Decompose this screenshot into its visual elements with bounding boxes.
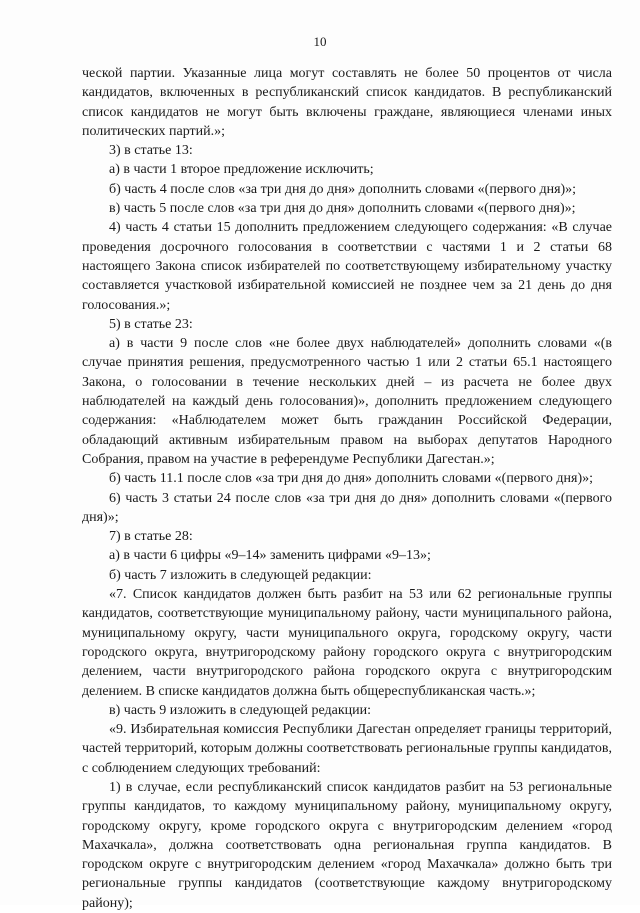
paragraph: 7) в статье 28:: [109, 529, 193, 545]
paragraph: 1) в случае, если республиканский список кандидатов разбит на 53 региональные группы кандидатов, то каждому муниципальному району, муниципальному округу, городскому округу, кроме городского округа с внутригородским делением «город Махачкала», должна соответствовать одна региональная группа кандидатов. В городском округе с внутригородским делением «город Махачкала» должно быть три региональные группы кандидатов (соответствующие каждому внутригородскому району);: [82, 779, 612, 911]
paragraph: б) часть 11.1 после слов «за три дня до дня» дополнить словами «(первого дня)»;: [109, 471, 594, 487]
paragraph: а) в части 6 цифры «9–14» заменить цифрами «9–13»;: [109, 548, 431, 564]
paragraph: 6) часть 3 статьи 24 после слов «за три дня до дня» дополнить словами «(первого дня)»;: [82, 490, 612, 525]
paragraph: ческой партии. Указанные лица могут составлять не более 50 процентов от числа кандидатов, включенных в республиканский список кандидатов. В республиканский список кандидатов не могут быть включены граждане, являющиеся членами иных политических партий.»;: [82, 66, 612, 139]
paragraph: 3) в статье 13:: [109, 143, 193, 159]
paragraph: б) часть 7 изложить в следующей редакции:: [109, 567, 372, 583]
document-body: [82, 64, 612, 913]
paragraph: а) в части 1 второе предложение исключить;: [109, 162, 374, 178]
page-number: 10: [313, 34, 327, 49]
paragraph: б) часть 4 после слов «за три дня до дня» дополнить словами «(первого дня)»;: [109, 181, 577, 197]
paragraph: в) часть 9 изложить в следующей редакции:: [109, 702, 372, 718]
paragraph: 5) в статье 23:: [109, 316, 193, 332]
paragraph: «7. Список кандидатов должен быть разбит на 53 или 62 региональные группы кандидатов, соответствующие муниципальному району, части муниципального района, муниципальному округу, части муниципального округа, городскому округу, части городского округа, внутригородскому району городского округа с внутригородским делением, части внутригородского района городского округа с внутригородским делением. В списке кандидатов должна быть общереспубликанская часть.»;: [82, 587, 612, 699]
paragraph: «9. Избирательная комиссия Республики Дагестан определяет границы территорий, частей территорий, которым должны соответствовать региональные группы кандидатов, с соблюдением следующих требований:: [82, 722, 612, 776]
paragraph: в) часть 5 после слов «за три дня до дня» дополнить словами «(первого дня)»;: [109, 201, 576, 217]
paragraph: 4) часть 4 статьи 15 дополнить предложением следующего содержания: «В случае проведения досрочного голосования в соответствии с частями 1 и 2 статьи 68 настоящего Закона список избирателей по соответствующему избирательному участку составляется участковой избирательной комиссией не позднее чем за 21 день до дня голосования.»;: [82, 220, 612, 313]
paragraph: а) в части 9 после слов «не более двух наблюдателей» дополнить словами «(в случае принятия решения, предусмотренного частью 1 или 2 статьи 65.1 настоящего Закона, о голосовании в течение нескольких дней – из расчета не более двух наблюдателей на каждый день голосования)», дополнить предложением следующего содержания: «Наблюдателем может быть гражданин Российской Федерации, обладающий активным избирательным правом на выборах депутатов Народного Собрания, правом на участие в референдуме Республики Дагестан.»;: [82, 336, 612, 467]
